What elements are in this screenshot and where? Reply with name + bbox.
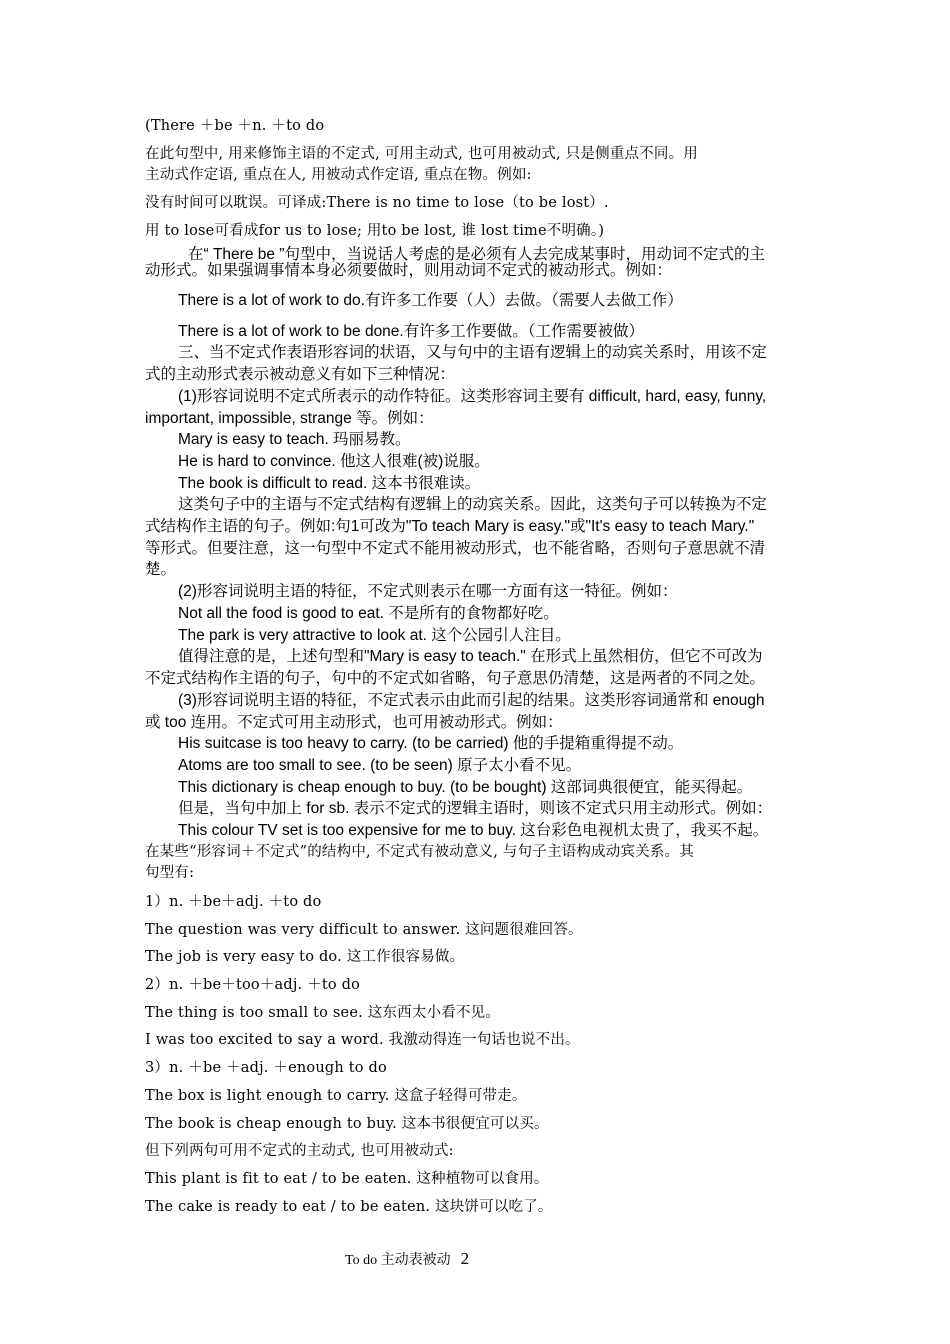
page-number: 2 bbox=[460, 1249, 470, 1268]
text-line: 在“ There be ”句型中，当说话人考虑的是必须有人去完成某事时，用动词不定式的主 bbox=[188, 246, 765, 263]
text-line: 用 to lose可看成for us to lose; 用to be lost, 谁 lost time不明确。) bbox=[145, 223, 605, 239]
text-line: This dictionary is cheap enough to buy. (to be bought) 这部词典很便宜，能买得起。 bbox=[178, 779, 753, 796]
footer-title: To do 主动表被动 bbox=[345, 1253, 451, 1268]
text-line: 等形式。但要注意，这一句型中不定式不能用被动形式，也不能省略，否则句子意思就不清 bbox=[145, 540, 766, 557]
text-line: 值得注意的是，上述句型和"Mary is easy to teach." 在形式上虽然相仿，但它不可改为 bbox=[178, 648, 763, 665]
text-line: There is a lot of work to do.有许多工作要（人）去做。（需要人去做工作） bbox=[178, 292, 683, 309]
text-line: 这类句子中的主语与不定式结构有逻辑上的动宾关系。因此，这类句子可以转换为不定 bbox=[178, 496, 768, 513]
text-line: The park is very attractive to look at. 这个公园引人注目。 bbox=[178, 627, 571, 644]
text-line: The box is light enough to carry. 这盒子轻得可带走。 bbox=[145, 1088, 527, 1104]
text-line: 在某些“形容词＋不定式”的结构中, 不定式有被动意义, 与句子主语构成动宾关系。其 bbox=[145, 844, 694, 860]
text-line: 主动式作定语, 重点在人, 用被动式作定语, 重点在物。例如: bbox=[145, 167, 532, 183]
text-line: The book is difficult to read. 这本书很难读。 bbox=[178, 475, 481, 492]
text-line: 动形式。如果强调事情本身必须要做时，则用动词不定式的被动形式。例如： bbox=[145, 262, 673, 279]
text-line: important, impossible, strange 等。例如： bbox=[145, 410, 434, 427]
text-line: This plant is fit to eat / to be eaten. 这种植物可以食用。 bbox=[145, 1171, 549, 1187]
text-line: 式结构作主语的句子。例如:句1可改为"To teach Mary is easy."或"It's easy to teach Mary." bbox=[145, 518, 755, 535]
text-line: He is hard to convince. 他这人很难(被)说服。 bbox=[178, 453, 490, 470]
text-line: (3)形容词说明主语的特征，不定式表示由此而引起的结果。这类形容词通常和 enough bbox=[178, 692, 765, 709]
text-line: 或 too 连用。不定式可用主动形式，也可用被动形式。例如： bbox=[145, 714, 563, 731]
page-footer bbox=[345, 1250, 469, 1268]
text-line: 但下列两句可用不定式的主动式, 也可用被动式: bbox=[145, 1143, 454, 1159]
text-line: The cake is ready to eat / to be eaten. 这块饼可以吃了。 bbox=[145, 1199, 553, 1215]
text-line: The job is very easy to do. 这工作很容易做。 bbox=[145, 949, 465, 965]
text-line: (2)形容词说明主语的特征，不定式则表示在哪一方面有这一特征。例如： bbox=[178, 583, 678, 600]
text-line: Mary is easy to teach. 玛丽易教。 bbox=[178, 431, 411, 448]
text-line: The question was very difficult to answer. 这问题很难回答。 bbox=[145, 922, 583, 938]
text-line: 没有时间可以耽误。可译成:There is no time to lose（to be lost）. bbox=[145, 195, 609, 211]
text-line: 1）n. ＋be＋adj. ＋to do bbox=[145, 894, 322, 910]
text-line: (1)形容词说明不定式所表示的动作特征。这类形容词主要有 difficult, hard, easy, funny, bbox=[178, 388, 767, 405]
text-line: Atoms are too small to see. (to be seen) 原子太小看不见。 bbox=[178, 757, 582, 774]
text-line: 3）n. ＋be ＋adj. ＋enough to do bbox=[145, 1060, 387, 1076]
text-line: The book is cheap enough to buy. 这本书很便宜可以买。 bbox=[145, 1116, 549, 1132]
text-line: 在此句型中, 用来修饰主语的不定式, 可用主动式, 也可用被动式, 只是侧重点不同。用 bbox=[145, 146, 698, 162]
text-line: (There ＋be ＋n. ＋to do bbox=[145, 118, 325, 134]
text-line: 但是，当句中加上 for sb. 表示不定式的逻辑主语时，则该不定式只用主动形式。例如： bbox=[178, 800, 773, 817]
text-line: 式的主动形式表示被动意义有如下三种情况： bbox=[145, 366, 456, 383]
text-line: 2）n. ＋be＋too＋adj. ＋to do bbox=[145, 977, 361, 993]
text-line: 三、当不定式作表语形容词的状语，又与句中的主语有逻辑上的动宾关系时，用该不定 bbox=[178, 344, 768, 361]
text-line: The thing is too small to see. 这东西太小看不见。 bbox=[145, 1005, 501, 1021]
text-line: This colour TV set is too expensive for me to buy. 这台彩色电视机太贵了，我买不起。 bbox=[178, 822, 769, 839]
text-line: 不定式结构作主语的句子，句中的不定式如省略，句子意思仍清楚，这是两者的不同之处。 bbox=[145, 670, 766, 687]
text-line: His suitcase is too heavy to carry. (to be carried) 他的手提箱重得提不动。 bbox=[178, 735, 684, 752]
text-line: There is a lot of work to be done.有许多工作要做。（工作需要被做） bbox=[178, 323, 644, 340]
text-line: 句型有: bbox=[145, 865, 195, 881]
text-line: Not all the food is good to eat. 不是所有的食物都好吃。 bbox=[178, 605, 559, 622]
text-line: 楚。 bbox=[145, 561, 177, 578]
text-line: I was too excited to say a word. 我激动得连一句话也说不出。 bbox=[145, 1032, 580, 1048]
